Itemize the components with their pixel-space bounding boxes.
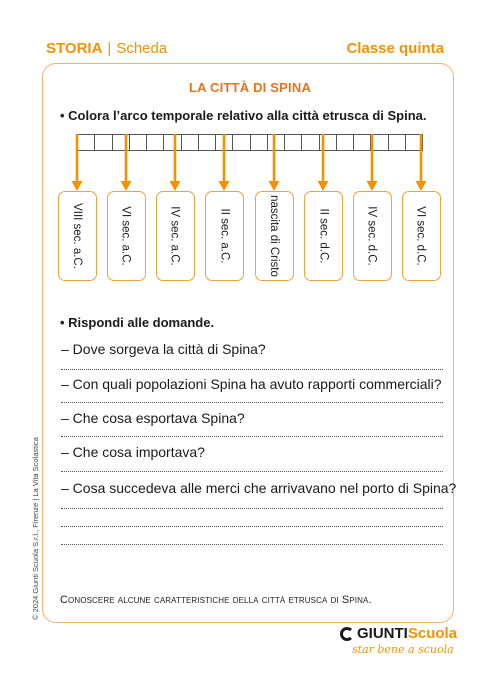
answer-line[interactable]: [61, 436, 443, 437]
timeline-label-text: IV sec. d.C.: [366, 206, 378, 266]
timeline-cell[interactable]: [78, 135, 95, 150]
timeline-cell[interactable]: [320, 135, 337, 150]
worksheet-title: LA CITTÀ DI SPINA: [188, 80, 312, 95]
timeline-cell[interactable]: [113, 135, 130, 150]
subject-label: STORIA: [46, 40, 103, 57]
question-text: – Dove sorgeva la città di Spina?: [61, 341, 266, 357]
answer-line[interactable]: [61, 402, 443, 403]
g-logo-icon: [340, 627, 354, 641]
timeline-label-text: VI sec. d.C.: [415, 206, 427, 266]
kind-label: Scheda: [116, 40, 168, 57]
timeline-label-box: [255, 191, 294, 281]
logo-tagline: star bene a scuola: [352, 643, 454, 656]
copyright-notice: © 2024 Giunti Scuola S.r.l., Firenze | La Vita Scolastica: [31, 437, 40, 620]
logo-brand-part1: GIUNTI: [357, 625, 408, 642]
timeline-cell[interactable]: [164, 135, 181, 150]
timeline-cell[interactable]: [389, 135, 406, 150]
timeline-label-box: [156, 191, 195, 281]
timeline-label-text: VIII sec. a.C.: [71, 203, 84, 269]
timeline-cell[interactable]: [251, 135, 268, 150]
timeline-cell[interactable]: [371, 135, 388, 150]
timeline-cell[interactable]: [95, 135, 112, 150]
timeline-label-text: II sec. a.C.: [218, 208, 230, 264]
timeline-label-box: [402, 191, 441, 281]
timeline-cell[interactable]: [285, 135, 302, 150]
timeline-cell[interactable]: [147, 135, 164, 150]
timeline-cell[interactable]: [354, 135, 371, 150]
timeline-cell[interactable]: [337, 135, 354, 150]
answer-line[interactable]: [61, 526, 443, 527]
answer-line[interactable]: [61, 471, 443, 472]
timeline-cell[interactable]: [130, 135, 147, 150]
timeline-label-text: nascita di Cristo: [268, 195, 280, 277]
instruction-color-timeline: • Colora l’arco temporale relativo alla città etrusca di Spina.: [60, 108, 427, 123]
grade-label: Classe quinta: [346, 40, 444, 57]
timeline-cell[interactable]: [302, 135, 319, 150]
timeline-label-box: [107, 191, 146, 281]
timeline-cell[interactable]: [199, 135, 216, 150]
question-text: – Che cosa importava?: [61, 444, 205, 460]
question-text: – Cosa succedeva alle merci che arrivavano nel porto di Spina?: [61, 480, 457, 496]
timeline-label-text: VI sec. a.C.: [120, 206, 132, 266]
question-text: – Che cosa esportava Spina?: [61, 410, 245, 426]
logo-brand-part2: Scuola: [407, 625, 458, 642]
timeline-cell[interactable]: [182, 135, 199, 150]
timeline-cell[interactable]: [268, 135, 285, 150]
timeline-cell[interactable]: [233, 135, 250, 150]
timeline-label-box: [304, 191, 343, 281]
timeline-label-box: [353, 191, 392, 281]
timeline-label-text: IV sec. a.C.: [169, 206, 181, 266]
question-text: – Con quali popolazioni Spina ha avuto rapporti commerciali?: [61, 376, 442, 392]
answer-line[interactable]: [61, 369, 443, 370]
logo-brand: [340, 625, 457, 642]
timeline-label-text: II sec. d.C.: [317, 208, 329, 264]
header-subject: [46, 40, 167, 57]
answer-line[interactable]: [61, 544, 443, 545]
timeline-label-box: [58, 191, 97, 281]
timeline-cell[interactable]: [406, 135, 422, 150]
learning-objective: Conoscere alcune caratteristiche della città etrusca di Spina.: [60, 594, 372, 606]
header-separator: |: [107, 40, 112, 57]
timeline-bar[interactable]: [77, 134, 423, 151]
timeline-label-box: [205, 191, 244, 281]
timeline-cell[interactable]: [216, 135, 233, 150]
publisher-logo: [340, 625, 457, 656]
answer-line[interactable]: [61, 508, 443, 509]
instruction-answer: • Rispondi alle domande.: [60, 315, 215, 330]
